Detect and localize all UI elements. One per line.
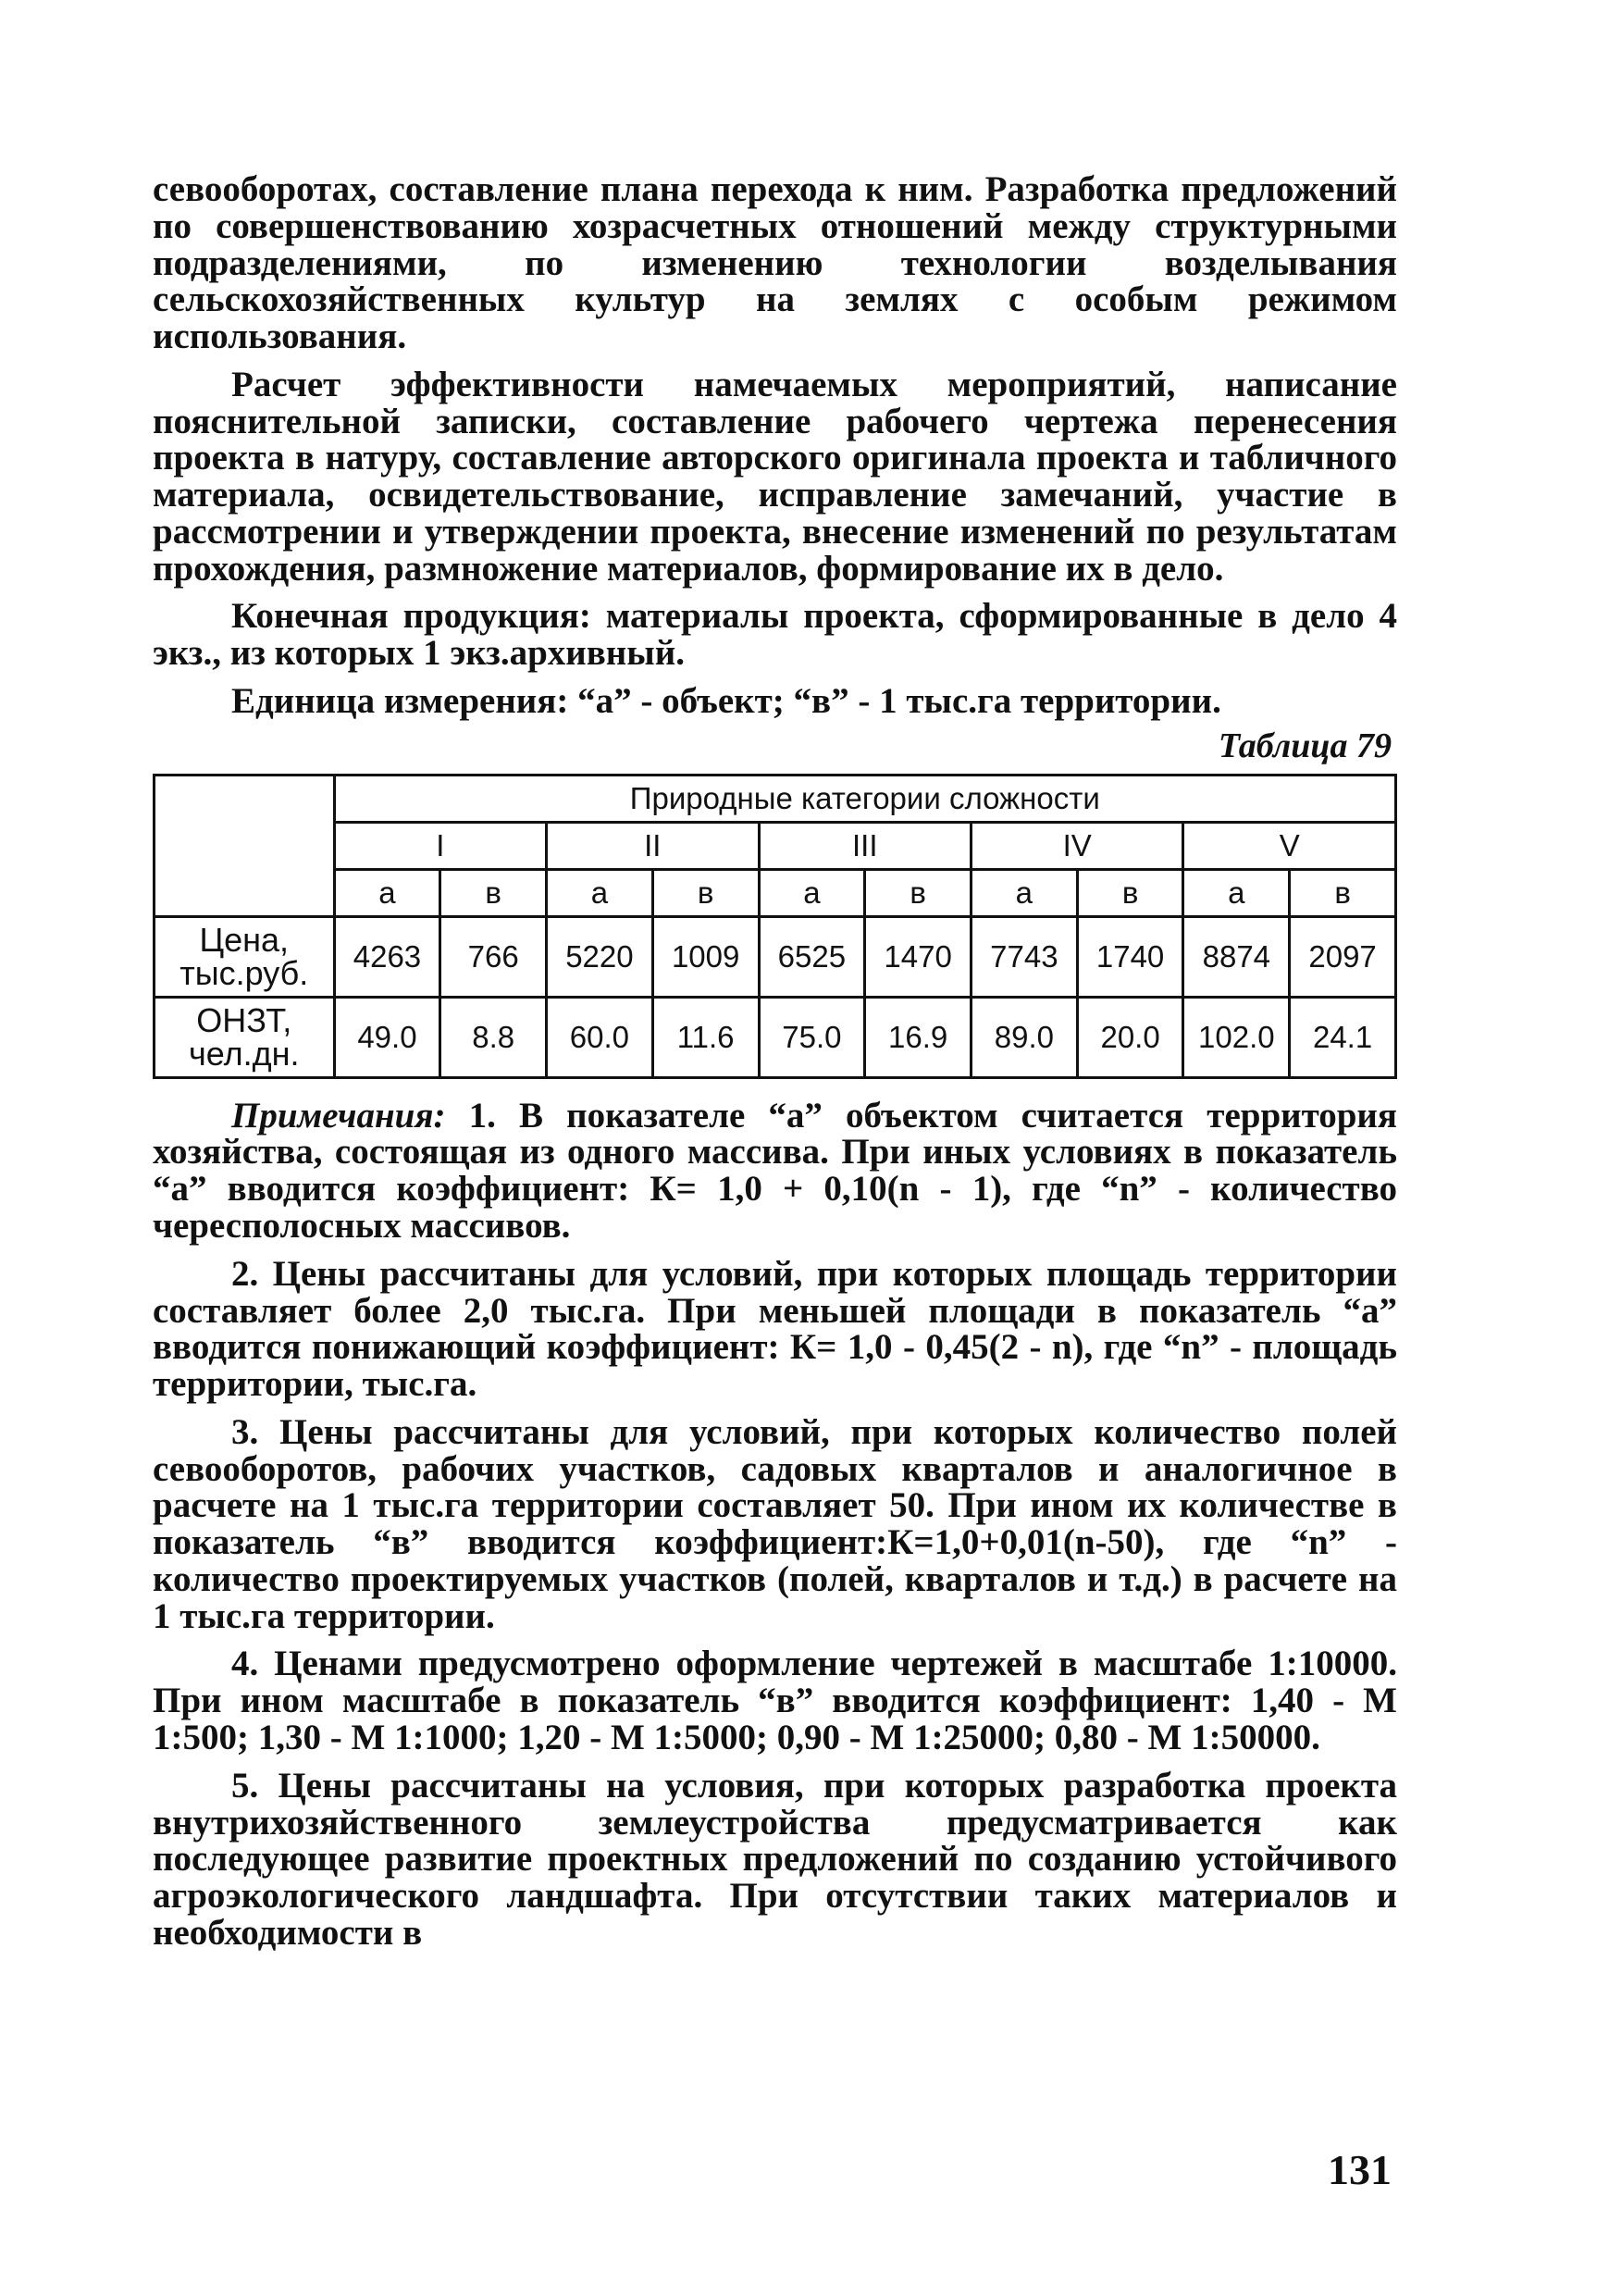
paragraph-unit: Единица измерения: “а” - объект; “в” - 1 тыс.га территории. — [231, 680, 1221, 721]
table-cell: 102.0 — [1183, 997, 1290, 1077]
category-header: II — [547, 822, 759, 869]
subcolumn-header: в — [440, 869, 547, 916]
table-cell: 1740 — [1077, 916, 1183, 997]
table-row — [155, 916, 1396, 997]
table-caption: Таблица 79 — [1218, 726, 1392, 765]
table-cell: 75.0 — [759, 997, 865, 1077]
subcolumn-header: в — [1290, 869, 1396, 916]
table-cell: 8.8 — [440, 997, 547, 1077]
price-table — [153, 774, 1397, 1079]
table-cell: 20.0 — [1077, 997, 1183, 1077]
table-group-header-row — [155, 775, 1396, 822]
note-1-text: 1. В показателе “а” объектом считается территория хозяйства, состоящая из одного массива. При иных условиях в показатель “а” вводится коэффициент: К= 1,0 + 0,10(n - 1), где “n” - количество чересполосных массивов. — [153, 1095, 1398, 1247]
note-1 — [153, 1095, 1398, 1247]
subcolumn-header: а — [547, 869, 653, 916]
table-cell: 5220 — [547, 916, 653, 997]
note-2: 2. Цены рассчитаны для условий, при которых площадь территории составляет более 2,0 тыс.га. При меньшей площади в показатель “а” вводится понижающий коэффициент: К= 1,0 - 0,45(2 - n), где “n” - площадь территории, тыс.га. — [153, 1253, 1397, 1405]
subcolumn-header: в — [1077, 869, 1183, 916]
subcolumn-header: в — [652, 869, 759, 916]
note-5: 5. Цены рассчитаны на условия, при которых разработка проекта внутрихозяйственного землеустройства предусматривается как последующее развитие проектных предложений по созданию устойчивого агроэкологического ландшафта. При отсутствии таких материалов и необходимости в — [153, 1765, 1397, 1953]
subcolumn-header: а — [334, 869, 440, 916]
notes-label: Примечания: — [231, 1095, 446, 1136]
subcolumn-header: в — [865, 869, 972, 916]
row-label-labor: ОНЗТ, чел.дн. — [155, 997, 335, 1077]
table-cell: 4263 — [334, 916, 440, 997]
category-header: IV — [971, 822, 1182, 869]
row-label-price: Цена, тыс.руб. — [155, 916, 335, 997]
table-cell: 16.9 — [865, 997, 972, 1077]
paragraph-calculation: Расчет эффективности намечаемых мероприятий, написание пояснительной записки, составление рабочего чертежа перенесения проекта в натуру, составление авторского оригинала проекта и табличного материала, освидетельствование, исправление замечаний, участие в рассмотрении и утверждении проекта, внесение изменений по результатам прохождения, размножение материалов, формирование их в дело. — [153, 364, 1397, 589]
table-cell: 89.0 — [971, 997, 1077, 1077]
paragraph-continuation: севооборотах, составление плана перехода к ним. Разработка предложений по совершенствованию хозрасчетных отношений между структурными подразделениями, по изменению технологии возделывания сельскохозяйственных культур на землях с особым режимом использования. — [153, 169, 1397, 357]
table-cell: 24.1 — [1290, 997, 1396, 1077]
table-row — [155, 997, 1396, 1077]
text-column — [153, 171, 1397, 1952]
subcolumn-header: а — [971, 869, 1077, 916]
category-header: V — [1183, 822, 1396, 869]
page-number: 131 — [1328, 2146, 1392, 2193]
table-cell: 8874 — [1183, 916, 1290, 997]
subcolumn-header: а — [759, 869, 865, 916]
table-cell: 1009 — [652, 916, 759, 997]
paragraph-final-product: Конечная продукция: материалы проекта, сформированные в дело 4 экз., из которых 1 экз.архивный. — [153, 596, 1397, 674]
table-group-header: Природные категории сложности — [334, 775, 1395, 822]
category-header: III — [759, 822, 971, 869]
table-subcolumn-row — [155, 869, 1396, 916]
notes-section — [153, 1095, 1398, 1953]
note-3: 3. Цены рассчитаны для условий, при которых количество полей севооборотов, рабочих участков, садовых кварталов и аналогичное в расчете на 1 тыс.га территории составляет 50. При ином их количестве в показатель “в” вводится коэффициент:К=1,0+0,01(n-50), где “n” - количество проектируемых участков (полей, кварталов и т.д.) в расчете на 1 тыс.га территории. — [153, 1411, 1397, 1636]
table-cell: 1470 — [865, 916, 972, 997]
note-4: 4. Ценами предусмотрено оформление чертежей в масштабе 1:10000. При ином масштабе в показатель “в” вводится коэффициент: 1,40 - М 1:500; 1,30 - М 1:1000; 1,20 - М 1:5000; 0,90 - М 1:25000; 0,80 - М 1:50000. — [153, 1644, 1397, 1757]
table-corner-cell — [155, 775, 335, 916]
table-category-row — [155, 822, 1396, 869]
category-header: I — [334, 822, 546, 869]
table-cell: 2097 — [1290, 916, 1396, 997]
table-cell: 766 — [440, 916, 547, 997]
table-cell: 60.0 — [547, 997, 653, 1077]
table-cell: 7743 — [971, 916, 1077, 997]
table-cell: 11.6 — [652, 997, 759, 1077]
subcolumn-header: а — [1183, 869, 1290, 916]
table-cell: 6525 — [759, 916, 865, 997]
table-cell: 49.0 — [334, 997, 440, 1077]
